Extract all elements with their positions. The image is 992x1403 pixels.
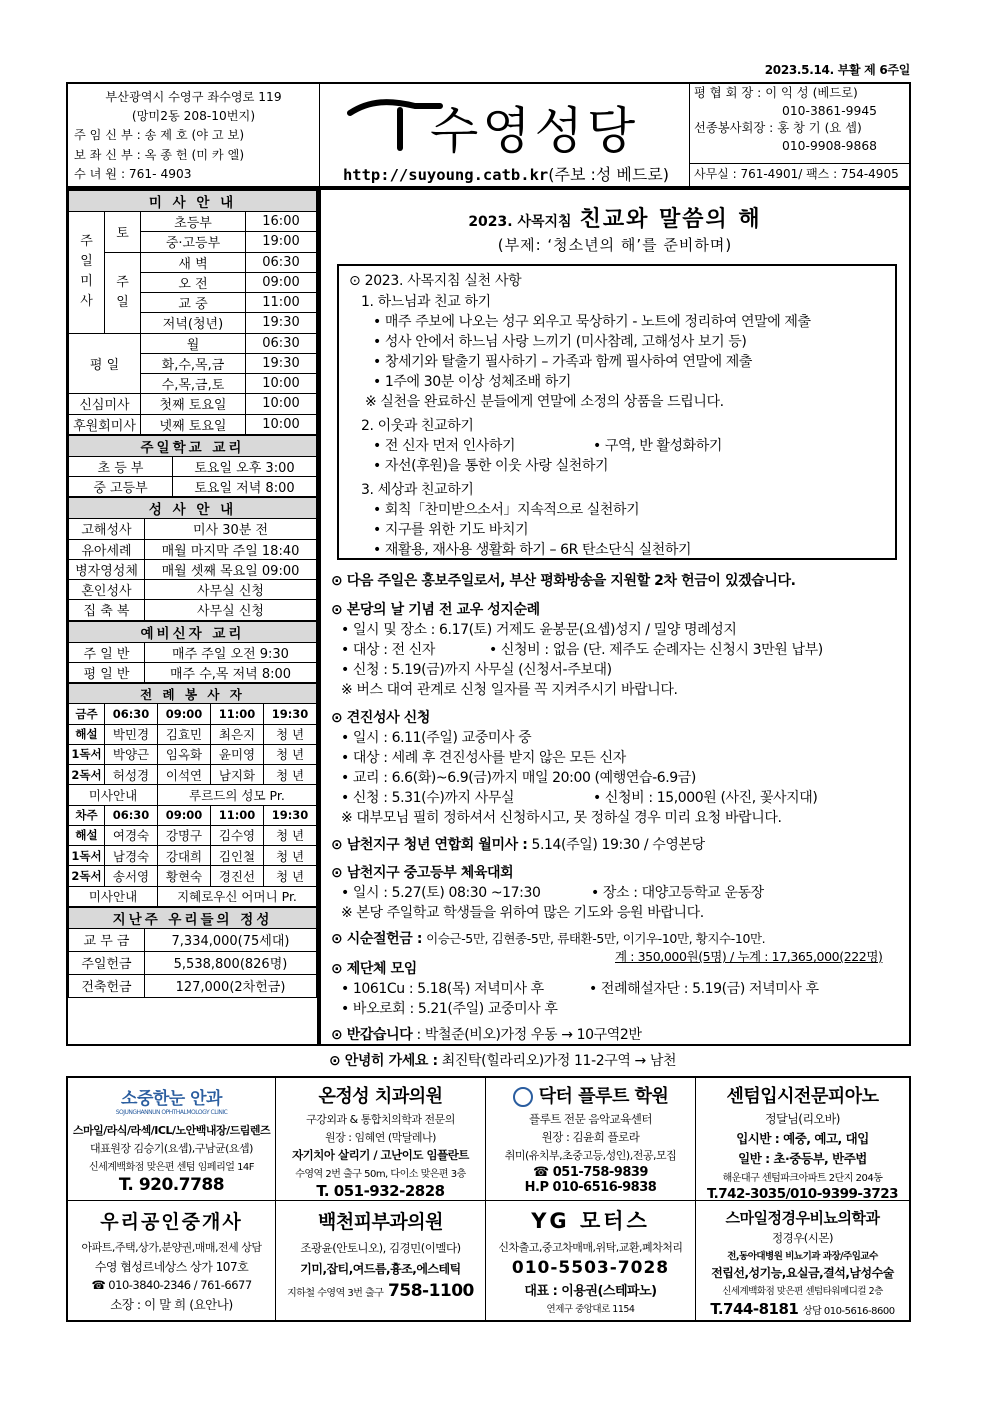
server-time: 19:30 — [264, 805, 317, 825]
address-line-2: (망미2동 208-10번지) — [131, 109, 256, 124]
notice-item: • 전례해설자단 : 5.19(금) 저녁미사 후 — [589, 981, 819, 997]
offering-type: 교 무 금 — [69, 928, 145, 951]
server-time: 09:00 — [158, 704, 211, 724]
parish-url[interactable]: http://suyoung.catb.kr — [342, 166, 549, 184]
lent-offering-total: 계 : 350,000원(5명) / 누계 : 17,365,000(222명) — [615, 949, 883, 964]
ad-name: 온정성 치과의원 — [318, 1086, 443, 1107]
notice-lent-offering — [331, 928, 765, 948]
mass-time: 09:00 — [246, 272, 317, 292]
ad-line: 대표원장 김승기(요셉),구남균(요셉) — [90, 1142, 253, 1155]
mass-name: 저녁(청년) — [141, 313, 246, 333]
catechumen-table — [68, 621, 317, 684]
sacrament-time: 매월 마지막 주일 18:40 — [145, 539, 317, 559]
ad-phone-row — [696, 1299, 909, 1318]
ad-flute-academy — [486, 1078, 696, 1201]
mass-time: 19:30 — [246, 353, 317, 373]
parish-info — [68, 84, 320, 186]
ad-line: 소장 : 이 말 희 (요안나) — [110, 1297, 233, 1312]
class-time: 토요일 저녁 8:00 — [173, 477, 317, 497]
ad-piano-academy — [696, 1078, 909, 1201]
server: 청 년 — [264, 724, 317, 744]
guidelines-heading: ⊙ 2023. 사목지침 실천 사항 — [349, 273, 522, 289]
sacrament-time: 사무실 신청 — [145, 600, 317, 620]
role: 2독서 — [69, 765, 105, 785]
catechumen-title: 예비신자 교리 — [69, 621, 317, 642]
sunday-mass-label: 주 일 미 사 — [69, 212, 105, 334]
sacrament-name: 혼인성사 — [69, 580, 145, 600]
schedule-column — [66, 188, 319, 1046]
bulletin-date: 2023.5.14. 부활 제 6주일 — [764, 63, 910, 77]
notice-farewell — [329, 1050, 676, 1070]
bulletin-editor: (주보 :성 베드로) — [548, 165, 670, 184]
notice-text: 5.14(주일) 19:30 / 수영본당 — [531, 837, 705, 853]
ad-phone: ☎ 051-758-9839 — [533, 1165, 648, 1180]
pastor: 주 임 신 부 : 송 제 호 (야 고 보) — [74, 128, 245, 143]
section-heading: 3. 세상과 친교하기 — [361, 482, 474, 498]
guideline-item: • 전 신자 먼저 인사하기 — [373, 438, 516, 454]
ad-eye-clinic — [68, 1078, 276, 1201]
notice-item: • 일시 : 5.27(토) 08:30 ~17:30 — [341, 885, 541, 901]
ad-line: 플루트 전문 음악교육센터 — [528, 1112, 652, 1126]
ad-phone: T.744-8181 — [710, 1300, 799, 1318]
ad-phone-note: 상담 010-5616-8600 — [802, 1306, 895, 1317]
week-label: 차주 — [69, 805, 105, 825]
offering-amount: 127,000(2차헌금) — [145, 974, 317, 997]
notice-item: • 교리 : 6.6(화)~6.9(금)까지 매일 20:00 (예행연습-6.9금) — [341, 770, 696, 786]
ad-phone: 758-1100 — [388, 1281, 474, 1301]
server: 임옥화 — [158, 744, 211, 764]
server: 청 년 — [264, 765, 317, 785]
special-mass-day: 첫째 토요일 — [141, 394, 246, 414]
ad-phone: H.P 010-6516-9838 — [524, 1180, 657, 1195]
notice-sports-title: ⊙ 남천지구 중고등부 체육대회 — [331, 865, 514, 881]
url-line — [326, 162, 686, 185]
ad-line: 수영역 2번 출구 50m, 다이소 맞은편 3층 — [295, 1169, 466, 1180]
mission-chair: 선종봉사회장 : 홍 창 기 (요 셉) — [694, 121, 862, 136]
guideline-item: • 재활용, 재사용 생활화 하기 – 6R 탄소단식 실천하기 — [373, 542, 692, 558]
ad-line: 신세계백화점 맞은편 센텀타워메디컬 2층 — [722, 1286, 883, 1297]
server-time: 06:30 — [105, 704, 158, 724]
mass-table — [68, 190, 317, 435]
ad-phone: T.742-3035/010-9399-3723 — [706, 1186, 899, 1201]
pastoral-guidelines-box — [337, 264, 897, 560]
week-label: 금주 — [69, 704, 105, 724]
sunday-school-table — [68, 435, 317, 498]
mass-time: 19:00 — [246, 232, 317, 252]
notice-item: • 대상 : 전 신자 — [341, 642, 435, 658]
catechumen-time: 매주 주일 오전 9:30 — [145, 642, 317, 662]
guideline-item: • 회칙「찬미받으소서」지속적으로 실천하기 — [373, 502, 640, 518]
role: 2독서 — [69, 866, 105, 886]
ad-address: 연제구 중앙대로 1154 — [546, 1304, 635, 1315]
council-phone: 010-3861-9945 — [782, 103, 877, 118]
server: 경진선 — [211, 866, 264, 886]
server-time: 19:30 — [264, 704, 317, 724]
ad-realtor — [68, 1201, 276, 1320]
special-mass-name: 신심미사 — [69, 394, 141, 414]
catechumen-time: 매주 수,목 저녁 8:00 — [145, 662, 317, 682]
ad-line: 구강외과 & 통합치의학과 전문의 — [306, 1113, 455, 1126]
ad-phone: T. 920.7788 — [118, 1175, 225, 1195]
guide-label: 미사안내 — [69, 886, 158, 906]
sunday-label: 주 일 — [105, 252, 141, 333]
server: 강대희 — [158, 846, 211, 866]
sacrament-time: 사무실 신청 — [145, 580, 317, 600]
ad-dermatology — [276, 1201, 486, 1320]
flute-logo-icon — [513, 1087, 533, 1107]
address-line-1: 부산광역시 수영구 좌수영로 119 — [105, 90, 282, 104]
mass-title: 미 사 안 내 — [69, 191, 317, 212]
server: 이석연 — [158, 765, 211, 785]
notice-item: • 신청 : 5.31(수)까지 사무실 — [341, 790, 515, 806]
server: 박양근 — [105, 744, 158, 764]
servers-title: 전 례 봉 사 자 — [69, 684, 317, 704]
ad-phone: T. 051-932-2828 — [316, 1182, 445, 1200]
notice-item: • 신청비 : 15,000원 (사진, 꽃사지대) — [593, 790, 818, 806]
sacrament-time: 매월 셋째 목요일 09:00 — [145, 559, 317, 579]
ad-line: 조광윤(안토니오), 김경민(이멜다) — [300, 1241, 461, 1255]
ad-name: 스마일정경우비뇨의학과 — [725, 1209, 880, 1227]
special-mass-time: 10:00 — [246, 414, 317, 434]
server: 청 년 — [264, 846, 317, 866]
guide-group: 루르드의 성모 Pr. — [158, 785, 317, 805]
sunday-school-title: 주일학교 교리 — [69, 435, 317, 456]
guideline-item: • 지구를 위한 기도 바치기 — [373, 522, 529, 538]
mass-name: 수,목,금,토 — [141, 374, 246, 394]
notice-title: ⊙ 안녕히 가세요 : — [329, 1053, 438, 1069]
guideline-note: ※ 실천을 완료하신 분들에게 연말에 소정의 상품을 드립니다. — [365, 394, 724, 410]
mass-time: 10:00 — [246, 374, 317, 394]
notice-text: 최진탁(힐라리오)가정 11-2구역 → 남천 — [441, 1053, 677, 1069]
sacrament-name: 병자영성체 — [69, 559, 145, 579]
offering-type: 주일헌금 — [69, 951, 145, 974]
notice-text: 이승근-5만, 김현종-5만, 류태환-5만, 이기우-10만, 황지수-10만. — [426, 931, 766, 946]
ad-dental-clinic — [276, 1078, 486, 1201]
ad-line: 전,동아대병원 비뇨기과 과장/주임교수 — [727, 1251, 878, 1262]
ad-line: 자기치아 살리기 / 고난이도 임플란트 — [292, 1148, 469, 1162]
theme-year: 2023. 사목지침 — [468, 214, 572, 230]
special-mass-time: 10:00 — [246, 394, 317, 414]
server: 최은지 — [211, 724, 264, 744]
mass-name: 중·고등부 — [141, 232, 246, 252]
role: 해설 — [69, 825, 105, 845]
server: 박민경 — [105, 724, 158, 744]
mass-name: 새 벽 — [141, 252, 246, 272]
assistant-priest: 보 좌 신 부 : 옥 종 헌 (미 카 엘) — [74, 147, 245, 162]
server-time: 06:30 — [105, 805, 158, 825]
notice-note: ※ 대부모님 필히 정하셔서 신청하시고, 못 정하실 경우 미리 요청 바랍니다. — [341, 810, 782, 826]
ad-urology — [696, 1201, 909, 1320]
mass-name: 교 중 — [141, 293, 246, 313]
server: 남경숙 — [105, 846, 158, 866]
server-time: 11:00 — [211, 704, 264, 724]
ad-eng-name: SOJUNGHANNUN OPHTHALMOLOGY CLINIC — [115, 1109, 228, 1116]
ad-phone: 010-5503-7028 — [511, 1258, 670, 1278]
offering-amount: 5,538,800(826명) — [145, 951, 317, 974]
ad-line: 원장 : 김윤희 플로라 — [541, 1130, 640, 1144]
class-name: 중 고등부 — [69, 477, 173, 497]
ad-line: 정달님(리오바) — [765, 1112, 840, 1126]
catechumen-class: 평 일 반 — [69, 662, 145, 682]
ad-representative: 대표 : 이용권(스테파노) — [524, 1284, 657, 1299]
sacrament-time: 미사 30분 전 — [145, 519, 317, 539]
ad-line: 신차출고,중고차매매,위탁,교환,폐차처리 — [498, 1241, 683, 1254]
guideline-item: • 매주 주보에 나오는 성구 외우고 묵상하기 - 노트에 정리하여 연말에 제출 — [373, 314, 811, 330]
server: 황현숙 — [158, 866, 211, 886]
logo-text: 수영성당 — [430, 102, 640, 160]
ad-line: 정경우(시몬) — [771, 1231, 834, 1245]
ad-line: 해운대구 센텀파크아파트 2단지 204동 — [722, 1173, 883, 1184]
ad-line: 아파트,주택,상가,분양권,매매,전세 상담 — [81, 1241, 262, 1254]
ad-yg-motors — [486, 1201, 696, 1320]
server: 청 년 — [264, 866, 317, 886]
server: 김인철 — [211, 846, 264, 866]
server: 남지화 — [211, 765, 264, 785]
notice-item: • 바오로회 : 5.21(주일) 교중미사 후 — [341, 1001, 558, 1017]
ad-line: 기미,잡티,여드름,흉조,에스테틱 — [300, 1262, 461, 1276]
ad-line: 지하철 수영역 3번 출구 — [287, 1288, 384, 1299]
section-heading: 2. 이웃과 친교하기 — [361, 418, 474, 434]
title-block — [320, 84, 690, 186]
ad-line: 전립선,성기능,요실금,결석,남성수술 — [711, 1266, 894, 1280]
convent-phone: 수 녀 원 : 761- 4903 — [74, 166, 192, 181]
sacraments-table — [68, 497, 317, 620]
guideline-item: • 구역, 반 활성화하기 — [593, 438, 723, 454]
offering-table — [68, 907, 317, 998]
mass-time: 19:30 — [246, 313, 317, 333]
guide-group: 지혜로우신 어머니 Pr. — [158, 886, 317, 906]
ad-line: 원장 : 임혜연 (막달레나) — [325, 1131, 436, 1144]
mass-time: 06:30 — [246, 333, 317, 353]
ad-name: 닥터 플루트 학원 — [538, 1086, 669, 1107]
server: 윤미영 — [211, 744, 264, 764]
mass-name: 월 — [141, 333, 246, 353]
masthead — [66, 82, 911, 188]
parish-logo — [330, 88, 680, 166]
mass-time: 16:00 — [246, 212, 317, 232]
ad-phone-row — [276, 1281, 485, 1301]
role: 1독서 — [69, 846, 105, 866]
notice-note: ※ 버스 대여 관계로 신청 일자를 꼭 지켜주시기 바랍니다. — [341, 682, 678, 698]
notice-title: ⊙ 시순절헌금 : — [331, 931, 423, 947]
ad-name: 우리공인중개사 — [100, 1211, 243, 1233]
ad-name: 백천피부과의원 — [318, 1211, 443, 1233]
special-mass-name: 후원회미사 — [69, 414, 141, 434]
ad-line: 신세계백화점 맞은편 센텀 임페리얼 14F — [88, 1162, 255, 1173]
notice-item: • 장소 : 대양고등학교 운동장 — [591, 885, 764, 901]
role: 1독서 — [69, 744, 105, 764]
notice-promotion-sunday: ⊙ 다음 주일은 홍보주일로서, 부산 평화방송을 지원할 2차 헌금이 있겠습니다. — [331, 573, 796, 589]
mass-name: 화,수,목,금 — [141, 353, 246, 373]
ad-line: 수영 협성르네상스 상가 107호 — [94, 1260, 249, 1274]
pastoral-theme — [321, 202, 909, 233]
council-info — [690, 84, 909, 186]
notice-title: ⊙ 반갑습니다 — [331, 1027, 413, 1043]
section-heading: 1. 하느님과 친교 하기 — [361, 294, 491, 310]
server: 강명구 — [158, 825, 211, 845]
offering-title: 지난주 우리들의 정성 — [69, 907, 317, 928]
ad-name: 소중한눈 안과 — [121, 1089, 222, 1109]
offering-type: 건축헌금 — [69, 974, 145, 997]
notice-pilgrimage-title: ⊙ 본당의 날 기념 전 교우 성지순례 — [331, 602, 540, 618]
class-name: 초 등 부 — [69, 456, 173, 476]
sacrament-name: 집 축 복 — [69, 600, 145, 620]
server: 김수영 — [211, 825, 264, 845]
guideline-item: • 1주에 30분 이상 성체조배 하기 — [373, 374, 571, 390]
guideline-item: • 자선(후원)을 통한 이웃 사랑 실천하기 — [373, 458, 609, 474]
ad-name: 센텀입시전문피아노 — [726, 1086, 879, 1107]
sacraments-title: 성 사 안 내 — [69, 498, 317, 519]
notice-item: • 신청비 : 없음 (단. 제주도 순례자는 신청시 3만원 납부) — [489, 642, 823, 658]
notice-item: • 대상 : 세례 후 견진성사를 받지 않은 모든 신자 — [341, 750, 626, 766]
role: 해설 — [69, 724, 105, 744]
ad-line: 취미(유치부,초중고등,성인),전공,모집 — [504, 1149, 677, 1162]
server: 김효민 — [158, 724, 211, 744]
guideline-item: • 창세기와 탈출기 필사하기 – 가족과 함께 필사하여 연말에 제출 — [373, 354, 753, 370]
office-phone: 사무실 : 761-4901/ 팩스 : 754-4905 — [690, 163, 909, 186]
server: 청 년 — [264, 744, 317, 764]
notice-item: • 1061Cu : 5.18(목) 저녁미사 후 — [341, 981, 544, 997]
advertisements — [66, 1076, 911, 1322]
weekday-label: 평 일 — [69, 333, 141, 394]
theme-subtitle: (부제: ‘청소년의 해’를 준비하며) — [497, 236, 733, 254]
notice-youth-mass — [331, 834, 705, 854]
server: 청 년 — [264, 825, 317, 845]
notice-note: ※ 본당 주일학교 학생들을 위하여 많은 기도와 응원 바랍니다. — [341, 905, 704, 921]
notice-item: • 신청 : 5.19(금)까지 사무실 (신청서-주보대) — [341, 662, 612, 678]
notice-groups-title: ⊙ 제단체 모임 — [331, 961, 417, 977]
servers-table — [68, 683, 317, 907]
ad-line: 스마일/라식/라섹/ICL/노안백내장/드림렌즈 — [72, 1124, 271, 1137]
server-time: 11:00 — [211, 805, 264, 825]
theme-title: 친교와 말씀의 해 — [579, 207, 762, 232]
guideline-item: • 성사 안에서 하느님 사랑 느끼기 (미사참례, 고해성사 보기 등) — [373, 334, 747, 350]
council-chair: 평 협 회 장 : 이 익 성 (베드로) — [694, 86, 858, 100]
mass-name: 오 전 — [141, 272, 246, 292]
mass-name: 초등부 — [141, 212, 246, 232]
notice-confirmation-title: ⊙ 견진성사 신청 — [331, 710, 431, 726]
mission-phone: 010-9908-9868 — [782, 138, 877, 153]
saturday-label: 토 — [105, 212, 141, 253]
mass-time: 06:30 — [246, 252, 317, 272]
notice-welcome — [331, 1024, 641, 1044]
server: 여경숙 — [105, 825, 158, 845]
notice-title: ⊙ 남천지구 청년 연합회 월미사 : — [331, 837, 528, 853]
ad-line: ☎ 010-3840-2346 / 761-6677 — [91, 1278, 252, 1292]
ad-name-row — [486, 1082, 695, 1108]
ad-name: YG 모터스 — [531, 1209, 650, 1233]
special-mass-day: 넷째 토요일 — [141, 414, 246, 434]
notice-item: • 일시 및 장소 : 6.17(토) 거제도 윤봉문(요셉)성지 / 밀양 명례성지 — [341, 622, 737, 638]
guide-label: 미사안내 — [69, 785, 158, 805]
notice-text: : 박철준(비오)가정 우동 → 10구역2반 — [416, 1027, 642, 1043]
server-time: 09:00 — [158, 805, 211, 825]
server: 송서영 — [105, 866, 158, 886]
mass-time: 11:00 — [246, 293, 317, 313]
notices-column — [319, 188, 911, 1046]
class-time: 토요일 오후 3:00 — [173, 456, 317, 476]
server: 허성경 — [105, 765, 158, 785]
catechumen-class: 주 일 반 — [69, 642, 145, 662]
notice-item: • 일시 : 6.11(주일) 교중미사 중 — [341, 730, 532, 746]
ad-line: 일반 : 초·중등부, 반주법 — [738, 1151, 867, 1166]
sacrament-name: 유아세례 — [69, 539, 145, 559]
sacrament-name: 고해성사 — [69, 519, 145, 539]
offering-amount: 7,334,000(75세대) — [145, 928, 317, 951]
ad-line: 입시반 : 예중, 예고, 대입 — [736, 1131, 869, 1146]
